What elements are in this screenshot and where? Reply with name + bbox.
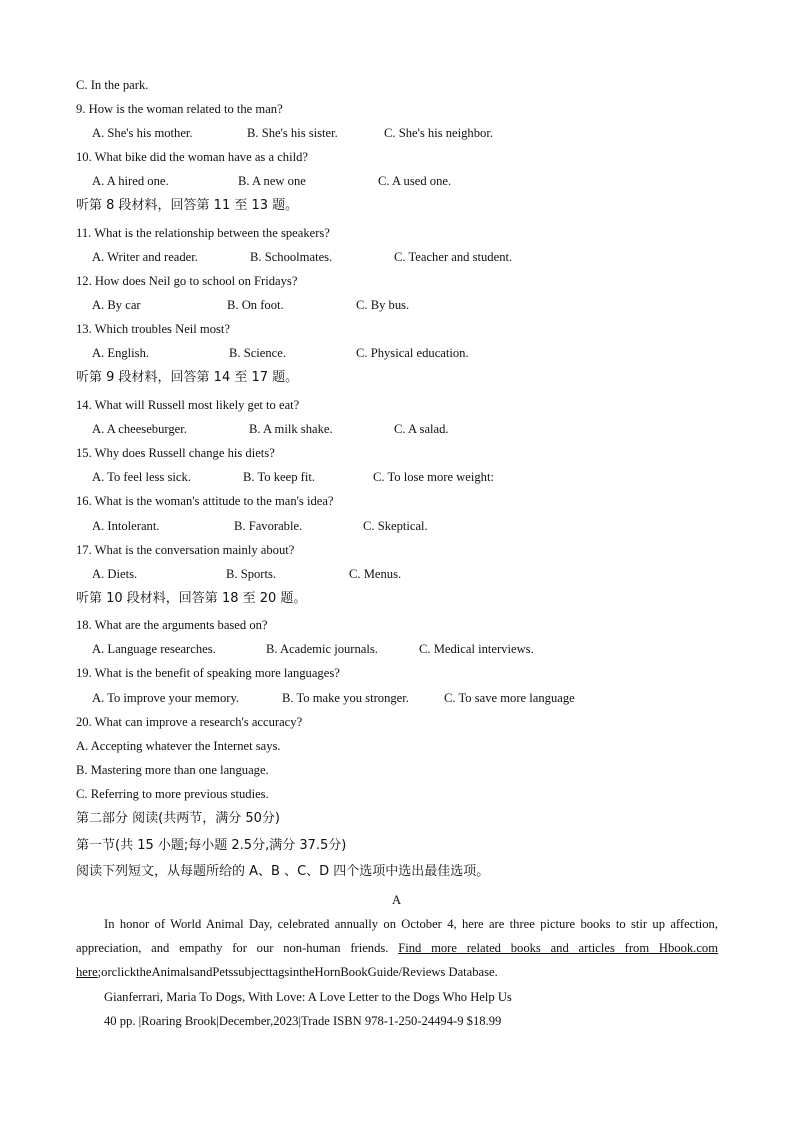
option-c: C. Skeptical. (363, 519, 428, 533)
reading-instruction: 阅读下列短文，从每题所给的 A、B 、C、D 四个选项中选出最佳选项。 (76, 864, 490, 879)
section-heading-8: 听第 8 段材料，回答第 11 至 13 题。 (76, 198, 299, 213)
option-b: B. To keep fit. (243, 470, 315, 484)
passage-letter: A (391, 893, 402, 907)
option-a: A. English. (92, 346, 150, 360)
option-c: C. To lose more weight: (373, 470, 494, 484)
option-b: B. To make you stronger. (282, 691, 409, 705)
option-b: B. On foot. (227, 298, 284, 312)
part-two-title: 第二部分 阅读(共两节，满分 50分) (76, 811, 280, 826)
option-c: C. To save more language (444, 691, 575, 705)
option-a: A. Language researches. (92, 642, 216, 656)
option-b: B. Schoolmates. (250, 250, 333, 264)
question-13: 13. Which troubles Neil most? (76, 322, 231, 336)
section-one-title: 第一节(共 15 小题;每小题 2.5分,满分 37.5分) (76, 838, 347, 853)
option-a: A. To improve your memory. (92, 691, 240, 705)
option-b: B. Academic journals. (266, 642, 378, 656)
option-8c: C. In the park. (76, 78, 149, 92)
option-b: B. Favorable. (234, 519, 303, 533)
passage-paragraph (76, 912, 718, 984)
paragraph-tail: ;orclicktheAnimalsandPetssubjecttagsintheHornBookGuide/Reviews Database. (97, 965, 498, 979)
option-a: A. Diets. (92, 567, 138, 581)
question-17: 17. What is the conversation mainly about? (76, 543, 295, 557)
question-12: 12. How does Neil go to school on Fridays? (76, 274, 298, 288)
paragraph-text: In honor of World Animal Day, celebrated annually on October 4, here are three picture books to stir up affection, appreciation, and empathy for our non-human friends. (76, 917, 718, 955)
option-a: A. She's his mother. (92, 126, 193, 140)
section-heading-9: 听第 9 段材料，回答第 14 至 17 题。 (76, 370, 299, 385)
option-a: A. A hired one. (92, 174, 169, 188)
option-b: B. Science. (229, 346, 287, 360)
question-19: 19. What is the benefit of speaking more languages? (76, 666, 340, 680)
option-c: C. A used one. (378, 174, 452, 188)
option-c: C. By bus. (356, 298, 410, 312)
book-info: 40 pp. |Roaring Brook|December,2023|Trade ISBN 978-1-250-24494-9 $18.99 (104, 1014, 502, 1028)
option-b: B. A milk shake. (249, 422, 333, 436)
option-c: C. Physical education. (356, 346, 469, 360)
section-heading-10: 听第 10 段材料，回答第 18 至 20 题。 (76, 591, 307, 606)
hbook-link[interactable]: Find more related books and articles from Hbook.com here (76, 941, 718, 979)
question-20: 20. What can improve a research's accuracy? (76, 715, 303, 729)
option-c: C. Menus. (349, 567, 402, 581)
option-b: B. A new one (238, 174, 306, 188)
option-a: A. Writer and reader. (92, 250, 198, 264)
option-c: C. Teacher and student. (394, 250, 513, 264)
book-title: Gianferrari, Maria To Dogs, With Love: A Love Letter to the Dogs Who Help Us (104, 990, 512, 1004)
option-c: C. A salad. (394, 422, 449, 436)
option-a: A. A cheeseburger. (92, 422, 187, 436)
option-20a: A. Accepting whatever the Internet says. (76, 739, 281, 753)
option-b: B. Sports. (226, 567, 277, 581)
option-20c: C. Referring to more previous studies. (76, 787, 269, 801)
question-14: 14. What will Russell most likely get to eat? (76, 398, 300, 412)
option-b: B. She's his sister. (247, 126, 338, 140)
question-9: 9. How is the woman related to the man? (76, 102, 283, 116)
question-16: 16. What is the woman's attitude to the man's idea? (76, 494, 334, 508)
option-a: A. To feel less sick. (92, 470, 191, 484)
option-c: C. Medical interviews. (419, 642, 534, 656)
option-c: C. She's his neighbor. (384, 126, 493, 140)
option-20b: B. Mastering more than one language. (76, 763, 269, 777)
question-11: 11. What is the relationship between the speakers? (76, 226, 330, 240)
question-10: 10. What bike did the woman have as a child? (76, 150, 308, 164)
question-18: 18. What are the arguments based on? (76, 618, 268, 632)
option-a: A. By car (92, 298, 141, 312)
question-15: 15. Why does Russell change his diets? (76, 446, 275, 460)
option-a: A. Intolerant. (92, 519, 160, 533)
